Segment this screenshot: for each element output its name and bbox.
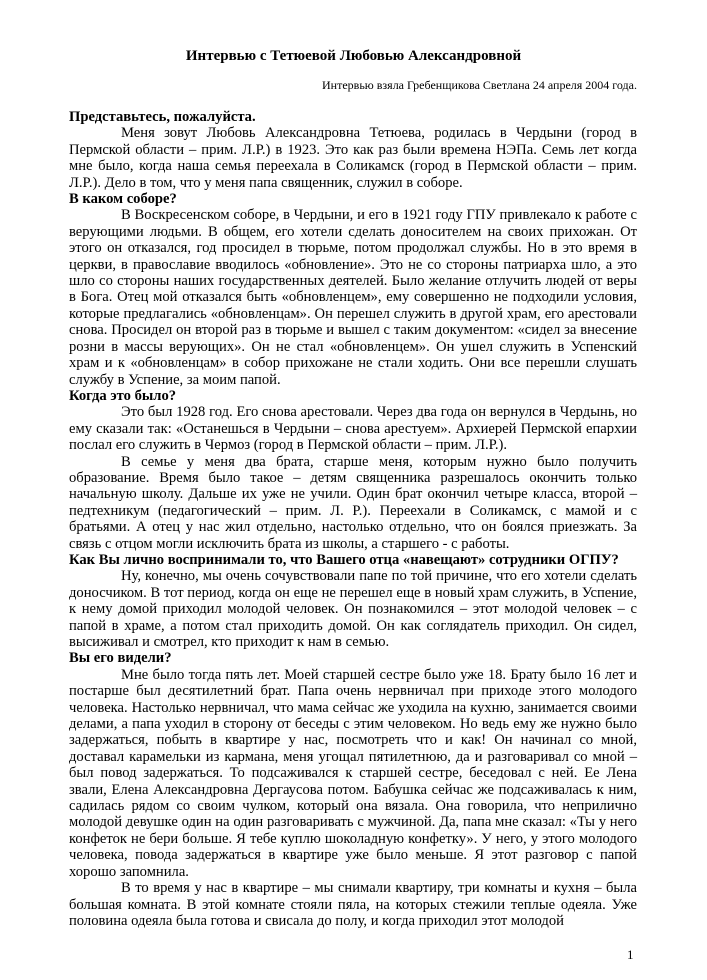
document-title: Интервью с Тетюевой Любовью Александровной xyxy=(185,48,522,64)
question-heading: Вы его видели? xyxy=(69,650,172,667)
question-heading: В каком соборе? xyxy=(69,191,177,208)
question-heading: Когда это было? xyxy=(69,387,177,404)
answer-paragraph: Меня зовут Любовь Александровна Тетюева, родилась в Чердыни (город в Пермской области – прим. Л.Р.) в 1923. Это как раз были времена НЭПа. Семь лет когда мне было, когда наша семья переехала в Соликамск (город в Пермской области – прим. Л.Р.). Дело в том, что у меня папа священник, служил в соборе. xyxy=(69,125,637,191)
answer-paragraph: В семье у меня два брата, старше меня, которым нужно было получить образование. Время было такое – детям священника разрешалось окончить только начальную школу. Дальше их уже не учили. Один брат окончил четыре класса, второй – педтехникум (педагогический – прим. Л. Р.). Переехали в Соликамск, с мамой и с братьями. А отец у нас жил отдельно, настолько отдельно, что он боялся приезжать. За связь с отцом могли исключить брата из школы, а старшего - с работы. xyxy=(69,453,637,552)
question-heading: Как Вы лично воспринимали то, что Вашего отца «навещают» сотрудники ОГПУ? xyxy=(69,551,619,568)
answer-paragraph: Мне было тогда пять лет. Моей старшей сестре было уже 18. Брату было 16 лет и постарше был десятилетний брат. Папа очень нервничал при приходе этого молодого человека. Настолько нервничал, что мама сейчас же уходила на кухню, занимается своими делами, а папа уходил в сторону от беседы с этим человеком. Но ведь ему же нужно было задержаться, побыть в квартире у нас, посмотреть что и как! Он начинал со мной, доставал карамельки из кармана, меня угощал пятилетнюю, да и разговаривал со мной – был повод задержаться. То подсаживался к старшей сестре, беседовал с ней. Ее Лена звали, Елена Александровна Дергаусова потом. Бабушка сейчас же подсаживалась к ним, садилась рядом со своим чулком, который она вязала. Она говорила, что неприлично молодой девушке один на один разговаривать с мужчиной. Да, папа мне сказал: «Ты у него конфеток не бери больше. Я тебе куплю шоколадную конфетку». У него, у этого молодого человека, повода задержаться в квартире уже было меньше. Я этот разговор с папой хорошо запомнила. xyxy=(69,666,637,880)
document-body xyxy=(69,109,637,929)
page-number: 1 xyxy=(627,947,634,962)
question-heading: Представьтесь, пожалуйста. xyxy=(69,109,256,125)
answer-paragraph: Ну, конечно, мы очень сочувствовали папе по той причине, что его хотели сделать доносчиком. В тот период, когда он еще не перешел еще в новый храм служить, в Успение, к нему домой приходил молодой человек. Он познакомился – этот молодой человек – с папой в храме, а потом стал приходить домой. Он как соглядатель приходил. Он сидел, высиживал и смотрел, кто приходит к нам в семью. xyxy=(69,568,637,650)
answer-paragraph: В то время у нас в квартире – мы снимали квартиру, три комнаты и кухня – была большая комната. В этой комнате стояли пяла, на которых стежили теплые одеяла. Уже половина одеяла была готова и свисала до полу, и когда приходил этот молодой xyxy=(69,880,637,929)
interview-byline: Интервью взяла Гребенщикова Светлана 24 апреля 2004 года. xyxy=(322,78,637,92)
answer-paragraph: Это был 1928 год. Его снова арестовали. Через два года он вернулся в Чердынь, но ему сказали так: «Останешься в Чердыни – снова арестуем». Архиерей Пермской епархии послал его служить в Чермоз (город в Пермской области – прим. Л.Р.). xyxy=(69,404,637,454)
answer-paragraph: В Воскресенском соборе, в Чердыни, и его в 1921 году ГПУ привлекало к работе с верующими людьми. В общем, его хотели сделать доносителем на своих прихожан. От этого он отказался, год просидел в тюрьме, потом продолжал службы. Но в это время в церкви, в православие вводилось «обновление». Это не со стороны патриарха шло, а это шло со стороны наших государственных деятелей. Было желание отлучить людей от веры в Бога. Отец мой отказался быть «обновленцем», ему совершенно не подходили условия, которые предлагались «обновленцам». Он перешел служить в другой храм, его арестовали снова. Просидел он второй раз в тюрьме и вышел с таким документом: «сидел за внесение розни в массы верующих». Он не стал «обновленцем». Он ушел служить в Успенский храм и к «обновленцам» в собор прихожане не стали ходить. Они все перешли слушать службу в Успение, за моим папой. xyxy=(69,207,637,388)
